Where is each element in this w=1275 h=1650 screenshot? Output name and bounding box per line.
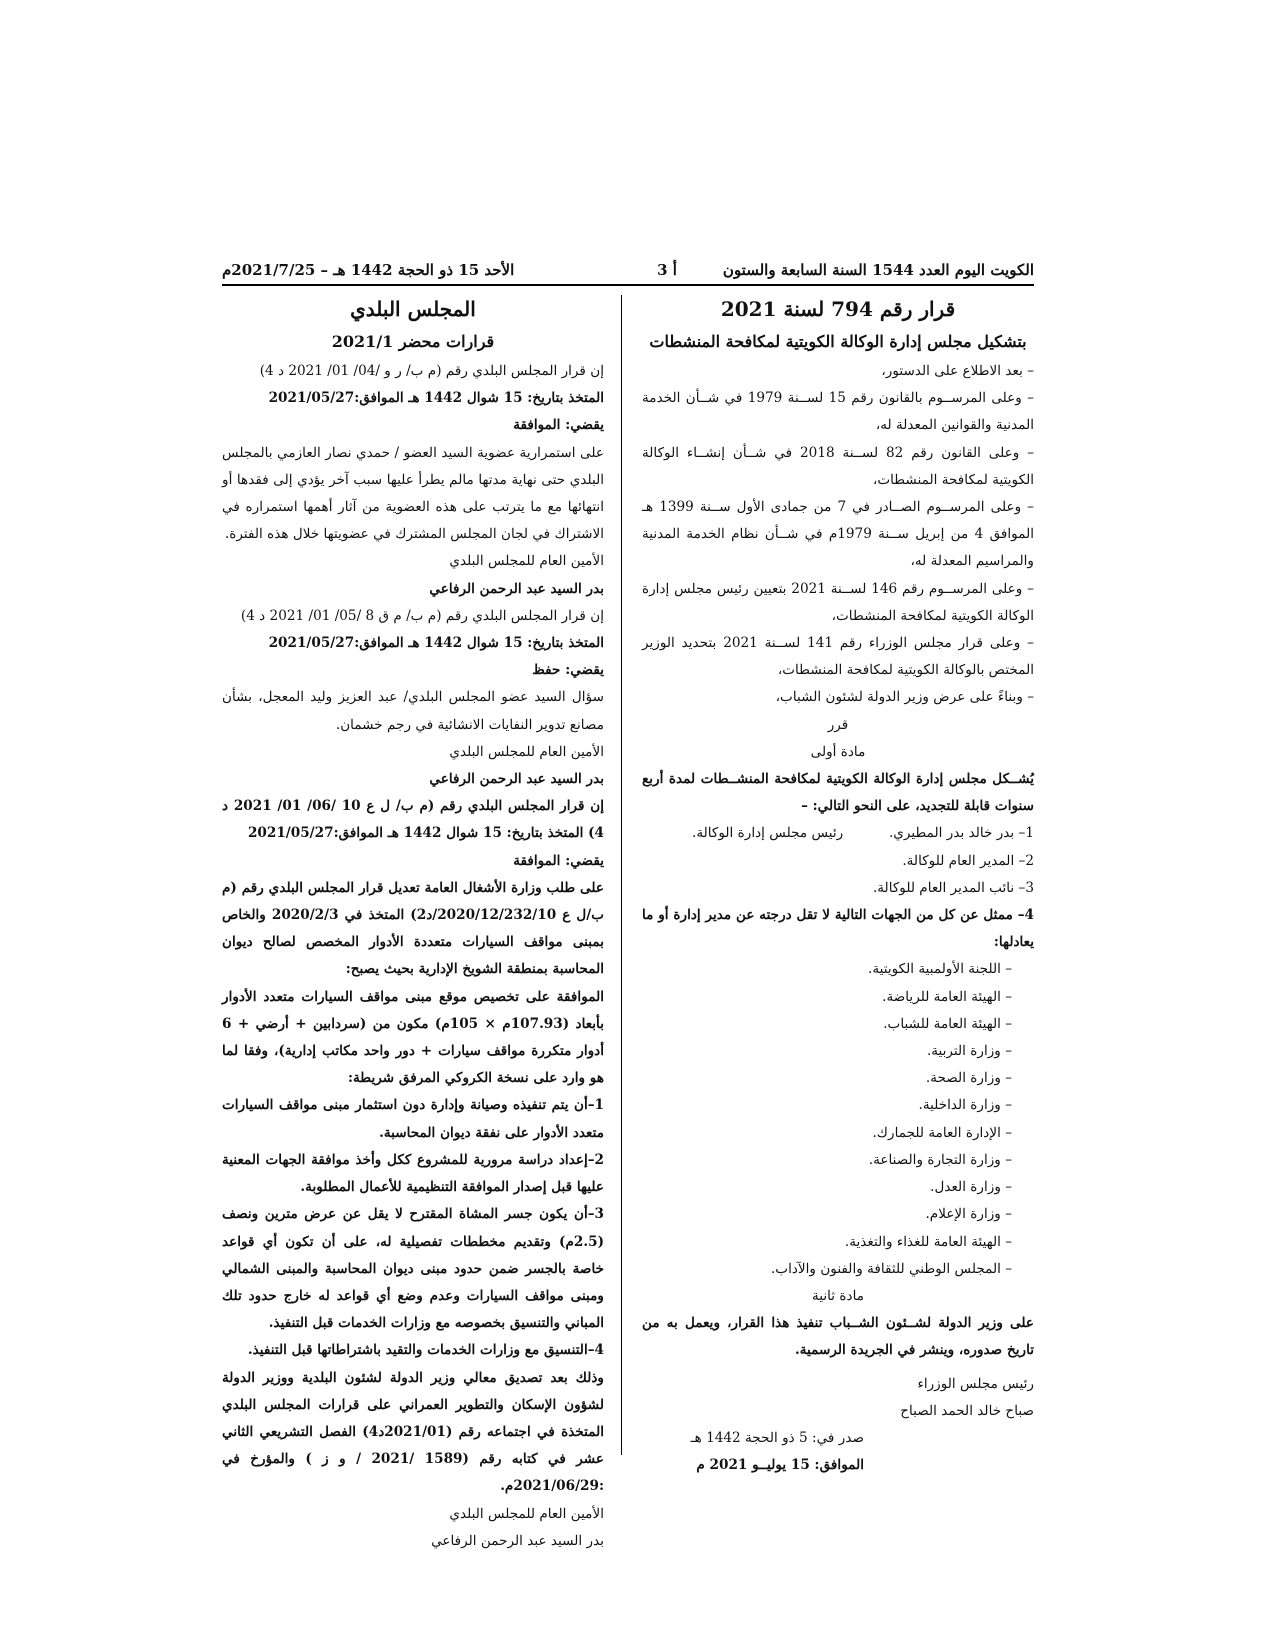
corresponding-date: الموافق: 15 يوليــو 2021 م [696,1457,864,1474]
issued-date: صدر في: 5 ذو الحجة 1442 هـ [690,1429,864,1446]
entity-item: – وزارة الإعلام. [925,1206,1012,1223]
signature-title: الأمين العام للمجلس البلدي [449,553,604,570]
member-item: 3– نائب المدير العام للوكالة. [872,879,1034,896]
signature-name: بدر السيد عبد الرحمن الرفاعي [429,771,604,788]
member-role: رئيس مجلس إدارة الوكالة. [692,825,844,842]
preamble-item: – بعد الاطلاع على الدستور، [881,363,1034,379]
decision-date: المتخذ بتاريخ: 15 شوال 1442 هـ الموافق:2021/05/27 [268,635,604,652]
header-page-number: أ 3 [657,261,677,279]
header-divider [222,284,1034,286]
article-two-title: مادة ثانية [811,1287,865,1304]
entity-item: – الإدارة العامة للجمارك. [872,1124,1012,1141]
article-one-text: يُشــكل مجلس إدارة الوكالة الكويتية لمكافحة المنشــطات لمدة أربع سنوات قابلة للتجديد، على النحو التالي: – [642,771,1034,815]
entity-item: – وزارة الصحة. [925,1070,1012,1087]
article-two-text: على وزير الدولة لشــئون الشــباب تنفيذ هذا القرار، ويعمل به من تاريخ صدوره، وينشر في الجريدة الرسمية. [642,1315,1034,1359]
council-title: المجلس البلدي [350,297,476,321]
condition-item: 2–إعداد دراسة مرورية للمشروع ككل وأخذ موافقة الجهات المعنية عليها قبل إصدار الموافقة التنظيمية للأعمال المطلوبة. [222,1151,604,1196]
entity-item: – الهيئة العامة للشباب. [883,1015,1012,1032]
member-item: 2– المدير العام للوكالة. [902,852,1034,869]
signature-name: صباح خالد الحمد الصباح [900,1402,1034,1419]
decision-date: المتخذ بتاريخ: 15 شوال 1442 هـ الموافق:2021/05/27 [268,390,604,407]
decision-reference: إن قرار المجلس البلدي رقم (م ب/ ل ع 10 /06/ 01/ 2021 د 4) المتخذ بتاريخ: 15 شوال 1442 هـ الموافق:2021/05/27 [222,798,604,842]
decision-closing: وذلك بعد تصديق معالي وزير الدولة لشئون البلدية ووزير الدولة لشؤون الإسكان والتطوير العمراني على قرارات المجلس البلدي المتخذة في اجتماعه رقم (2021/01د4) الفصل التشريعي الثاني عشر في كتابه رقم (1589 /2021 / و ز ) والمؤرخ في :2021/06/29م. [222,1369,605,1495]
entity-item: – وزارة العدل. [930,1179,1012,1196]
page-header [222,255,1034,285]
issue-date-block [642,1425,1034,1479]
article-one-title: مادة أولى [810,743,866,760]
signature-title: الأمين العام للمجلس البلدي [449,743,604,760]
header-issue: الكويت اليوم العدد 1544 السنة السابعة والستون [722,261,1034,279]
member-item [642,820,1034,847]
preamble-item: – وعلى القانون رقم 82 لســنة 2018 في شــأن إنشــاء الوكالة الكويتية لمكافحة المنشطات، [642,444,1034,488]
condition-item: 3–أن يكون جسر المشاة المقترح لا يقل عن عرض مترين ونصف (2.5م) وتقديم مخططات تفصيلية له، على أن تكون أي قواعد خاصة بالجسر ضمن حدود مبنى ديوان المحاسبة والمبنى الشمالي ومبنى مواقف السيارات وعدم وضع أي قواعد له خارج حدود تلك المباني والتنسيق بخصوصه مع وزارات الخدمات قبل التنفيذ. [222,1206,604,1332]
header-date: الأحد 15 ذو الحجة 1442 هـ – 2021/7/25م [222,261,515,279]
entity-item: – المجلس الوطني للثقافة والفنون والآداب. [770,1260,1012,1277]
decision-ruling: يقضي: الموافقة [513,852,604,869]
entity-item: – وزارة التربية. [926,1043,1012,1060]
council-column [222,292,604,1555]
entity-item: – وزارة التجارة والصناعة. [868,1151,1012,1168]
member-item: 4– ممثل عن كل من الجهات التالية لا تقل درجته عن مدير إدارة أو ما يعادلها: [642,907,1034,951]
condition-item: 1–أن يتم تنفيذه وصيانة وإدارة دون استثمار مبنى مواقف السيارات متعدد الأدوار على نفقة ديوان المحاسبة. [222,1097,604,1141]
decision-text: الموافقة على تخصيص موقع مبنى مواقف السيارات متعدد الأدوار بأبعاد (107.93م × 105م) مكون من (سردابين + أرضي + 6 أدوار متكررة مواقف سيارات + دور واحد مكاتب إدارية)، وفقا لما هو وارد على نسخة الكروكي المرفق شريطة: [222,988,604,1087]
preamble-item: – وبناءً على عرض وزير الدولة لشئون الشباب، [775,689,1034,706]
signature-name: بدر السيد عبد الرحمن الرفاعي [429,580,604,597]
preamble-item: – وعلى المرســوم الصــادر في 7 من جمادى الأول ســنة 1399 هـ الموافق 4 من إبريل ســنة 1979م في شــأن نظام الخدمة المدنية والمراسيم المعدلة له، [642,499,1034,570]
decision-reference: إن قرار المجلس البلدي رقم (م ب/ ر و /04/ 01/ 2021 د 4) [259,363,604,379]
entity-item: – وزارة الداخلية. [918,1097,1012,1114]
decision-text: سؤال السيد عضو المجلس البلدي/ عبد العزيز وليد المعجل، بشأن مصانع تدوير النفايات الانشائية في رجم خشمان. [222,689,604,733]
condition-item: 4–التنسيق مع وزارات الخدمات والتقيد باشتراطاتها قبل التنفيذ. [247,1342,604,1359]
signature-title: الأمين العام للمجلس البلدي [449,1505,604,1522]
entity-item: – الهيئة العامة للغذاء والتغذية. [844,1233,1012,1250]
decided-heading: قرر [827,716,849,733]
decision-ruling: يقضي: الموافقة [513,417,604,434]
entity-item: – اللجنة الأولمبية الكويتية. [868,961,1012,978]
preamble-item: – وعلى المرســوم رقم 146 لســنة 2021 بتعيين رئيس مجلس إدارة الوكالة الكويتية لمكافحة المنشطات، [642,580,1034,624]
decree-column [642,292,1034,1479]
preamble-item: – وعلى المرســوم بالقانون رقم 15 لســنة 1979 في شــأن الخدمة المدنية والقوانين المعدلة له، [642,390,1034,434]
decision-text: على استمرارية عضوية السيد العضو / حمدي نصار العازمي بالمجلس البلدي حتى نهاية مدتها مالم يطرأ عليها سبب آخر يؤدي إلى فقدها أو انتهائها مع ما يترتب على هذه العضوية من آثار أهمها استمراره في الاشتراك في لجان المجلس المشترك في عضويتها خلال هذه الفترة. [222,444,604,543]
member-text: 1– بدر خالد بدر المطيري. [888,825,1034,842]
preamble-item: – وعلى قرار مجلس الوزراء رقم 141 لســنة 2021 بتحديد الوزير المختص بالوكالة الكويتية لمكافحة المنشطات، [642,635,1034,679]
decision-ruling: يقضي: حفظ [532,662,604,679]
column-divider [621,295,622,1455]
decree-subtitle: بتشكيل مجلس إدارة الوكالة الكويتية لمكافحة المنشطات [649,332,1027,351]
decision-text: على طلب وزارة الأشغال العامة تعديل قرار المجلس البلدي رقم (م ب/ل ع 2020/12/232/10/د2) المتخذ في 2020/2/3 والخاص بمبنى مواقف السيارات متعددة الأدوار المخصص لصالح ديوان المحاسبة بمنطقة الشويخ الإدارية بحيث يصبح: [222,879,604,978]
entity-item: – الهيئة العامة للرياضة. [882,988,1012,1005]
decision-reference: إن قرار المجلس البلدي رقم (م ب/ م ق 8 /05/ 01/ 2021 د 4) [240,607,604,624]
decree-title: قرار رقم 794 لسنة 2021 [720,297,956,321]
signature-name: بدر السيد عبد الرحمن الرفاعي [431,1532,604,1549]
council-subtitle: قرارات محضر 2021/1 [331,332,495,351]
signature-title: رئيس مجلس الوزراء [917,1375,1034,1392]
